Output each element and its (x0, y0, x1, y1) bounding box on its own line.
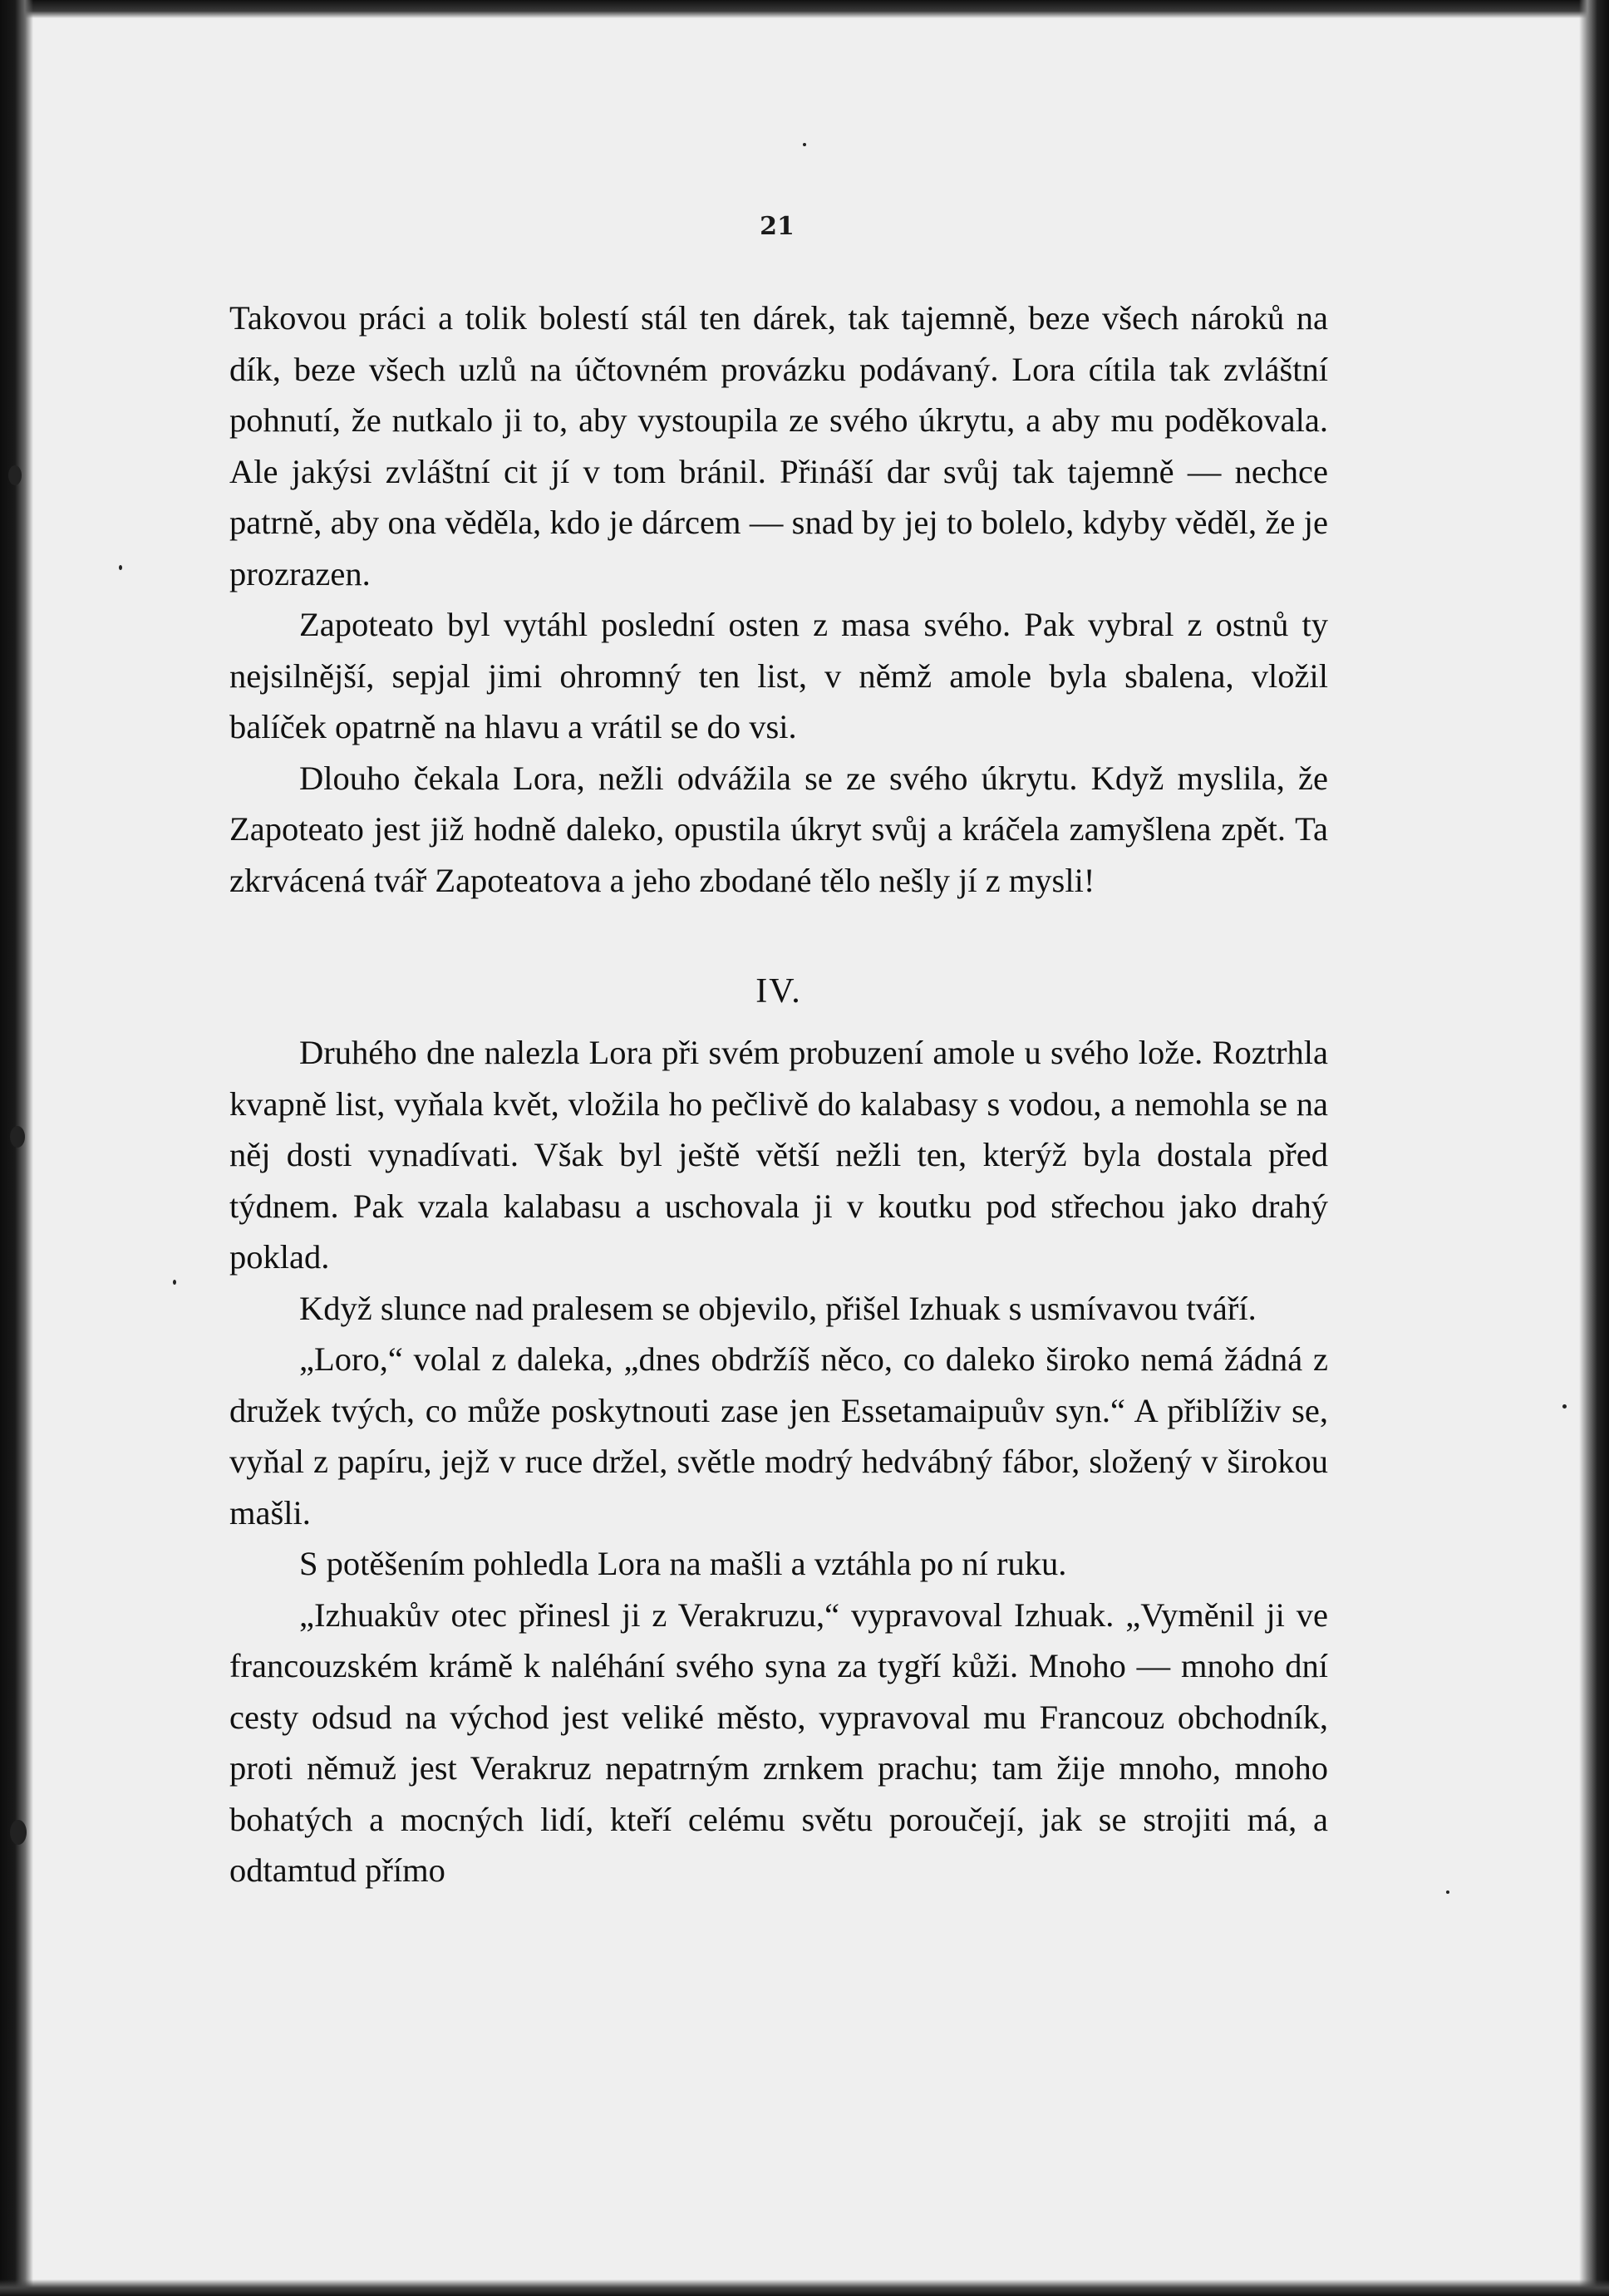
page-number: 21 (760, 212, 795, 241)
paragraph: S potěšením pohledla Lora na mašli a vztáhla po ní ruku. (299, 1545, 1067, 1582)
scan-speck (10, 1820, 27, 1845)
scan-border-left (0, 0, 33, 2296)
scan-speck (1446, 1890, 1449, 1894)
chapter-heading: IV. (755, 972, 802, 1010)
paragraph: Takovou práci a tolik bolestí stál ten dárek, tak tajemně, beze všech nároků na dík, beze všech uzlů na účtovném provázku podávaný. Lora cítila tak zvláštní pohnutí, že nutkalo ji to, aby vystoupila ze svého úkrytu, a aby mu poděkovala. Ale jakýsi zvláštní cit jí v tom bránil. Přináší dar svůj tak tajemně — nechce patrně, aby ona věděla, kdo je dárcem — snad by jej to bolelo, kdyby věděl, že je prozrazen. (229, 299, 1328, 592)
paragraph: Zapoteato byl vytáhl poslední osten z masa svého. Pak vybral z ostnů ty nejsilnější, sepjal jimi ohromný ten list, v němž amole byla sbalena, vložil balíček opatrně na hlavu a vrátil se do vsi. (229, 606, 1328, 745)
scan-border-bottom (0, 2279, 1609, 2296)
paragraph: „Loro,“ volal z daleka, „dnes obdržíš něco, co daleko široko nemá žádná z družek tvých, co může poskytnouti zase jen Essetamaipuův syn.“ A přiblíživ se, vyňal z papíru, jejž v ruce držel, světle modrý hedvábný fábor, složený v širokou mašli. (229, 1340, 1328, 1531)
paragraph: „Izhuakův otec přinesl ji z Verakruzu,“ vypravoval Izhuak. „Vyměnil ji ve francouzském krámě k naléhání svého syna za tygří kůži. Mnoho — mnoho dní cesty odsud na východ jest veliké město, vypravoval mu Francouz obchodník, proti němuž jest Verakruz nepatrným zrnkem prachu; tam žije mnoho, mnoho bohatých a mocných lidí, kteří celému světu poroučejí, jak se strojiti má, a odtamtud přímo (229, 1595, 1328, 1889)
scan-speck (10, 1126, 25, 1148)
paragraph: Dlouho čekala Lora, nežli odvážila se ze svého úkrytu. Když myslila, že Zapoteato jest již hodně daleko, opustila úkryt svůj a kráčela zamyšlena zpět. Ta zkrvácená tvář Zapoteatova a jeho zbodané tělo nešly jí z mysli! (229, 759, 1328, 899)
body-text (229, 293, 1328, 1896)
scan-border-top (0, 0, 1609, 18)
scan-speck (8, 465, 22, 485)
scan-speck (1562, 1404, 1567, 1409)
paragraph: Druhého dne nalezla Lora při svém probuzení amole u svého lože. Roztrhla kvapně list, vyňala květ, vložila ho pečlivě do kalabasy s vodou, a nemohla se na něj dosti vynadívati. Však byl ještě větší nežli ten, kterýž byla dostala před týdnem. Pak vzala kalabasu a uschovala ji v koutku pod střechou jako drahý poklad. (229, 1034, 1328, 1276)
scan-border-right (1579, 0, 1609, 2296)
scan-speck (803, 143, 806, 146)
scan-speck (173, 1280, 176, 1285)
paragraph: Když slunce nad pralesem se objevilo, přišel Izhuak s usmívavou tváří. (299, 1289, 1257, 1327)
scan-speck (119, 565, 122, 570)
